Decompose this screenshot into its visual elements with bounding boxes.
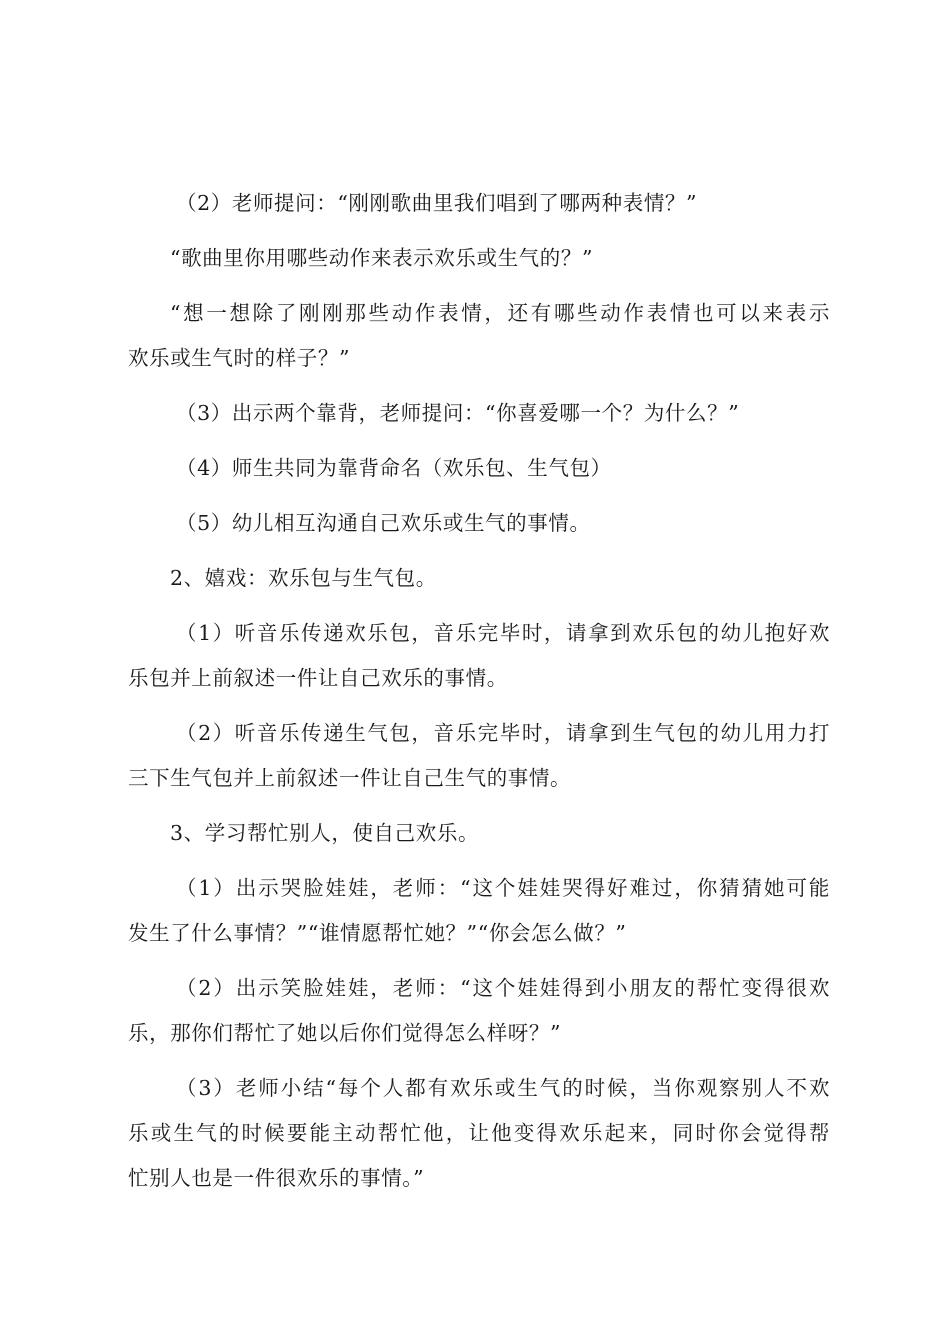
text-line-20: 忙别人也是一件很欢乐的事情。” <box>128 1166 425 1190</box>
text-line-9: （1）听音乐传递欢乐包，音乐完毕时，请拿到欢乐包的幼儿抱好欢 <box>176 621 830 645</box>
text-line-4: 欢乐或生气时的样子？” <box>128 346 351 370</box>
section-heading-3: 3、学习帮忙别人，使自己欢乐。 <box>170 821 480 845</box>
text-line-12: 三下生气包并上前叙述一件让自己生气的事情。 <box>128 766 572 790</box>
text-line-2: “歌曲里你用哪些动作来表示欢乐或生气的？” <box>170 246 594 270</box>
text-line-17: 乐，那你们帮忙了她以后你们觉得怎么样呀？” <box>128 1021 562 1045</box>
text-line-5: （3）出示两个靠背，老师提问：“你喜爱哪一个？为什么？” <box>176 401 740 425</box>
text-line-14: （1）出示哭脸娃娃，老师：“这个娃娃哭得好难过，你猜猜她可能 <box>176 876 830 900</box>
text-line-3: “想一想除了刚刚那些动作表情，还有哪些动作表情也可以来表示 <box>170 301 830 325</box>
text-line-16: （2）出示笑脸娃娃，老师：“这个娃娃得到小朋友的帮忙变得很欢 <box>176 976 830 1000</box>
text-line-19: 乐或生气的时候要能主动帮忙他，让他变得欢乐起来，同时你会觉得帮 <box>128 1121 830 1145</box>
text-line-15: 发生了什么事情？”“谁情愿帮忙她？”“你会怎么做？” <box>128 921 627 945</box>
text-line-1: （2）老师提问：“刚刚歌曲里我们唱到了哪两种表情？” <box>176 191 698 215</box>
section-heading-2: 2、嬉戏：欢乐包与生气包。 <box>170 566 437 590</box>
text-line-10: 乐包并上前叙述一件让自己欢乐的事情。 <box>128 666 508 690</box>
text-line-11: （2）听音乐传递生气包，音乐完毕时，请拿到生气包的幼儿用力打 <box>176 721 830 745</box>
text-line-18: （3）老师小结“每个人都有欢乐或生气的时候，当你观察别人不欢 <box>176 1076 830 1100</box>
text-line-7: （5）幼儿相互沟通自己欢乐或生气的事情。 <box>176 511 591 535</box>
text-line-6: （4）师生共同为靠背命名（欢乐包、生气包） <box>176 456 612 480</box>
